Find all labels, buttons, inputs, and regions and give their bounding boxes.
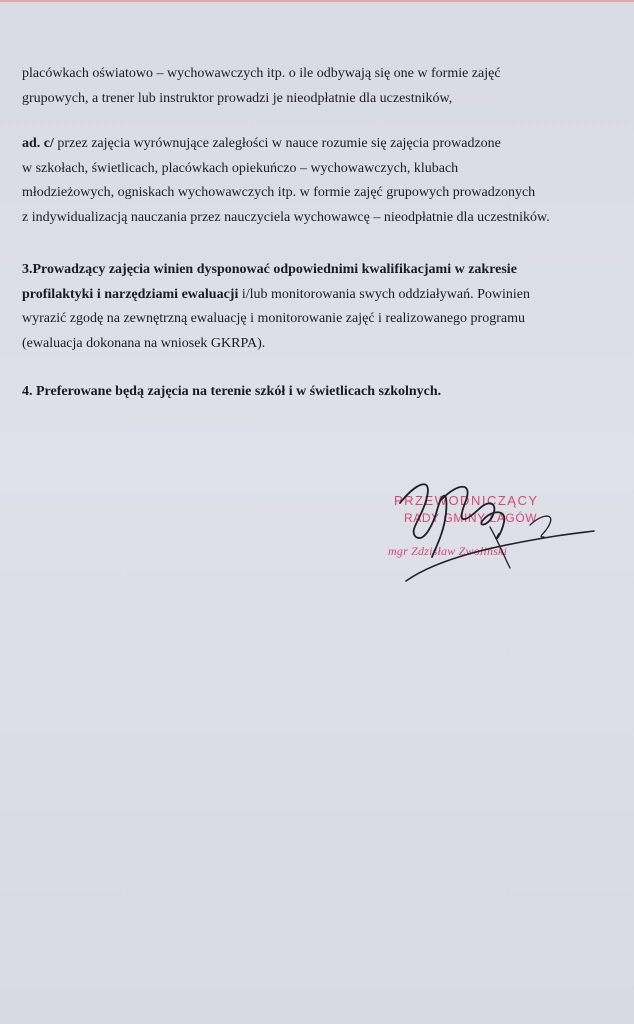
paragraph-2-label: ad. c/ bbox=[22, 136, 54, 151]
paragraph-3-line-3: wyrazić zgodę na zewnętrzną ewaluację i monitorowanie zajęć i realizowanego programu bbox=[22, 311, 525, 326]
stamp-signatory-name: mgr Zdzisław Zwoliński bbox=[388, 544, 508, 558]
paragraph-2-line-1 bbox=[22, 132, 617, 157]
stamp-council: RADY GMINY ŁAGÓW bbox=[404, 511, 538, 525]
paragraph-4-text: 4. Preferowane będą zajęcia na terenie szkół i w świetlicach szkolnych. bbox=[22, 384, 442, 399]
paragraph-3-line-2-rest: i/lub monitorowania swych oddziaływań. Powinien bbox=[238, 286, 530, 302]
official-stamp bbox=[380, 478, 610, 588]
paragraph-1-line-1: placówkach oświatowo – wychowawczych itp. o ile odbywają się one w formie zajęć bbox=[22, 66, 501, 81]
stamp-title: PRZEWODNICZĄCY bbox=[394, 493, 539, 508]
paragraph-3-line-1: 3.Prowadzący zajęcia winien dysponować odpowiednimi kwalifikacjami w zakresie bbox=[22, 262, 517, 277]
paragraph-2 bbox=[22, 132, 617, 230]
paragraph-2-line-2: w szkołach, świetlicach, placówkach opiekuńczo – wychowawczych, klubach bbox=[22, 160, 459, 176]
paragraph-3-line-4: (ewaluacja dokonana na wniosek GKRPA). bbox=[22, 335, 266, 351]
paragraph-4 bbox=[22, 380, 617, 405]
paragraph-2-line-4: z indywidualizacją nauczania przez nauczyciela wychowawcę – nieodpłatnie dla uczestników. bbox=[22, 209, 550, 225]
paragraph-1-line-2: grupowych, a trener lub instruktor prowadzi je nieodpłatnie dla uczestników, bbox=[22, 90, 453, 106]
paragraph-2-line-1-text: przez zajęcia wyrównujące zaległości w nauce rozumie się zajęcia prowadzone bbox=[53, 136, 501, 151]
paragraph-3-line-2 bbox=[22, 283, 617, 308]
paragraph-3-line-2-bold: profilaktyki i narzędziami ewaluacji bbox=[22, 286, 239, 302]
paragraph-1 bbox=[22, 62, 617, 111]
scan-top-edge bbox=[0, 0, 634, 2]
paragraph-2-line-3: młodzieżowych, ogniskach wychowawczych itp. w formie zajęć grupowych prowadzonych bbox=[22, 185, 536, 200]
paragraph-3 bbox=[22, 258, 617, 356]
